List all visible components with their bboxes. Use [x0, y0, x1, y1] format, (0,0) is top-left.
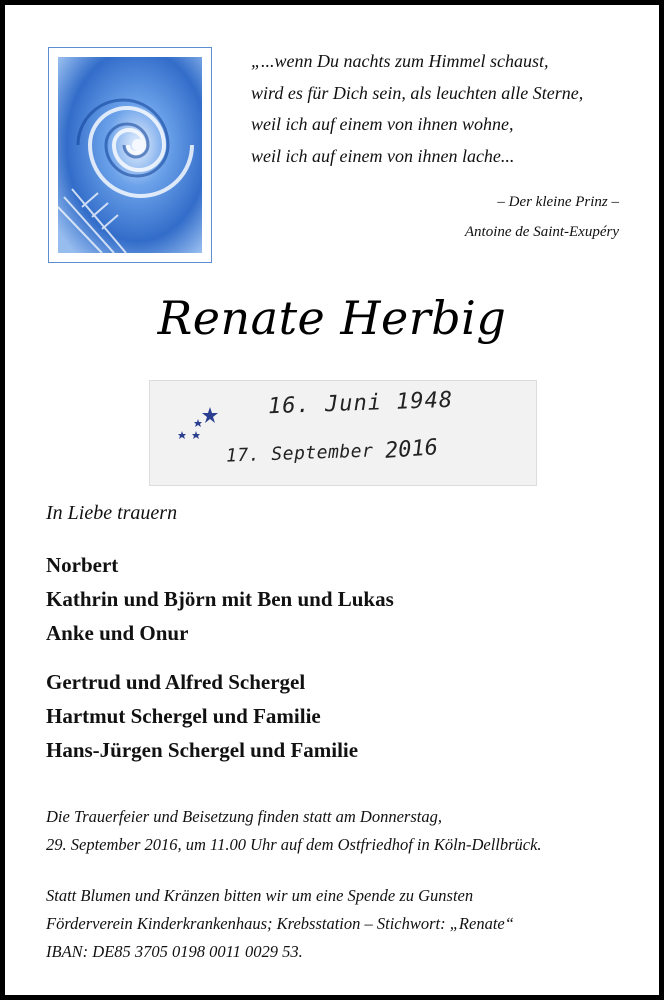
poem-line: wird es für Dich sein, als leuchten alle Sterne, [251, 82, 584, 103]
dates-handwritten-box [149, 380, 537, 486]
mourner-entry: Kathrin und Björn mit Ben und Lukas [46, 587, 394, 611]
birth-date: 16. Juni 1948 [267, 387, 454, 420]
death-date-day-month: 17. September [225, 440, 374, 467]
poem-attribution-work: – Der kleine Prinz – [497, 194, 619, 210]
mourner-entry: Anke und Onur [46, 621, 189, 645]
mourner-entry: Hans-Jürgen Schergel und Familie [46, 738, 359, 762]
donation-info [46, 882, 514, 966]
donation-iban: IBAN: DE85 3705 0198 0011 0029 53. [46, 942, 303, 961]
donation-line: Statt Blumen und Kränzen bitten wir um eine Spende zu Gunsten [46, 886, 474, 905]
spiral-staircase-photo [48, 47, 212, 263]
ceremony-line: 29. September 2016, um 11.00 Uhr auf dem Ostfriedhof in Köln-Dellbrück. [46, 835, 542, 854]
death-date-year: 2016 [384, 435, 439, 464]
poem-attribution-author: Antoine de Saint-Exupéry [464, 224, 619, 240]
poem-quote [251, 46, 631, 172]
poem-line: „...wenn Du nachts zum Himmel schaust, [251, 51, 549, 71]
donation-line: Förderverein Kinderkrankenhaus; Krebsstation – Stichwort: „Renate“ [46, 914, 514, 933]
ceremony-info [46, 803, 542, 859]
mourners-relatives-group [46, 665, 358, 767]
mourner-entry: Gertrud und Alfred Schergel [46, 670, 306, 694]
poem-line: weil ich auf einem von ihnen wohne, [251, 114, 514, 134]
deceased-name: Renate Herbig [157, 291, 507, 345]
mourner-entry: Hartmut Schergel und Familie [46, 704, 321, 728]
poem-line: weil ich auf einem von ihnen lache... [251, 145, 515, 166]
mourning-intro: In Liebe trauern [46, 502, 178, 524]
star-icon [176, 403, 220, 443]
spiral-staircase-image [58, 57, 202, 253]
mourners-family-group [46, 548, 394, 650]
ceremony-line: Die Trauerfeier und Beisetzung finden statt am Donnerstag, [46, 807, 442, 826]
mourner-entry: Norbert [46, 553, 119, 577]
